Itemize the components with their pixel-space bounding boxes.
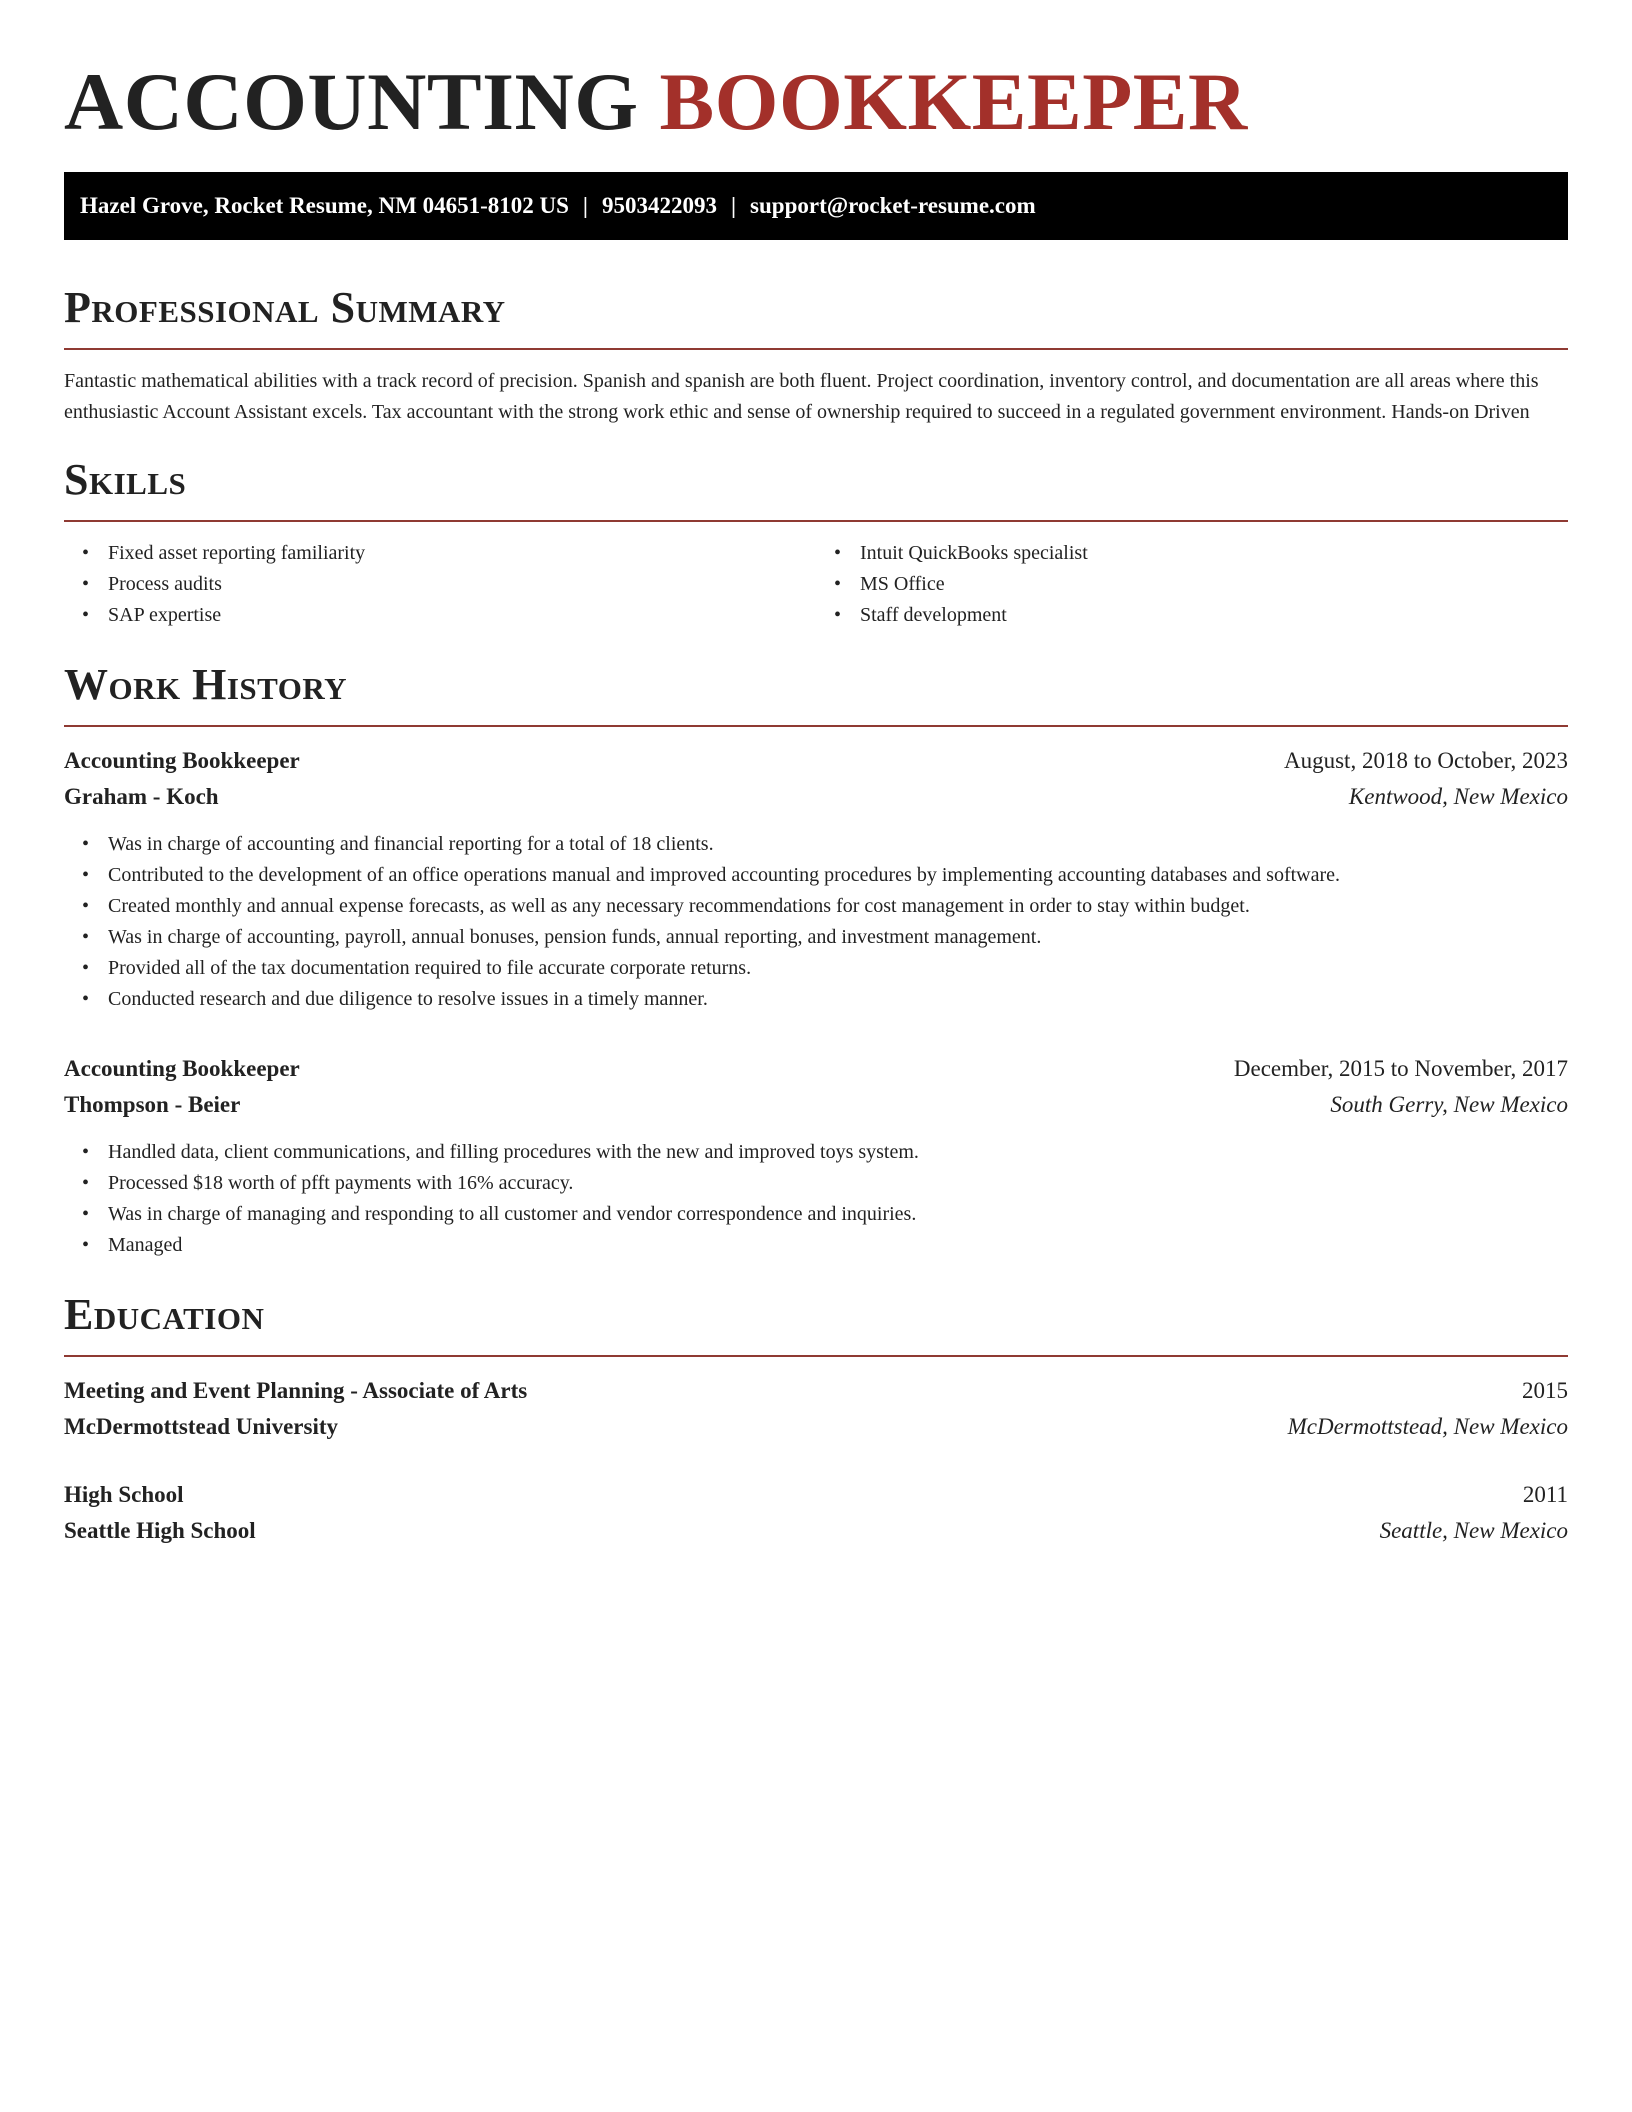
education-entry	[64, 1477, 1568, 1549]
summary-section	[64, 284, 1568, 428]
job-bullet: • Handled data, client communications, and filling procedures with the new and improved toys system.	[108, 1137, 1568, 1168]
skill-item: • Intuit QuickBooks specialist	[860, 538, 1568, 569]
contact-separator: |	[582, 193, 588, 218]
section-title-work: Work History	[64, 660, 348, 709]
job-dates: December, 2015 to November, 2017	[1233, 1056, 1568, 1081]
name-last: BOOKKEEPER	[659, 56, 1248, 147]
job-company-row	[64, 1087, 1568, 1123]
education-school: McDermottstead University	[64, 1414, 338, 1439]
contact-separator: |	[730, 193, 737, 218]
contact-email: support@rocket-resume.com	[750, 193, 1036, 218]
contact-phone: 9503422093	[601, 193, 717, 218]
skill-item: • SAP expertise	[108, 600, 816, 631]
job-title: Accounting Bookkeeper	[64, 748, 300, 773]
education-degree: High School	[64, 1482, 184, 1507]
job-entry	[64, 743, 1568, 1015]
job-bullet: • Contributed to the development of an office operations manual and improved accounting procedures by implementing accounting databases and software.	[108, 860, 1568, 891]
resume-name	[64, 52, 1568, 152]
skill-item: • Fixed asset reporting familiarity	[108, 538, 816, 569]
job-bullet: • Was in charge of accounting, payroll, annual bonuses, pension funds, annual reporting, and investment management.	[108, 922, 1568, 953]
skill-item: • Process audits	[108, 569, 816, 600]
skill-item: • MS Office	[860, 569, 1568, 600]
job-title: Accounting Bookkeeper	[64, 1056, 300, 1081]
education-location: Seattle, New Mexico	[1379, 1518, 1568, 1543]
education-school: Seattle High School	[64, 1518, 256, 1543]
job-company: Graham - Koch	[64, 784, 219, 809]
education-section	[64, 1291, 1568, 1549]
section-divider	[64, 520, 1568, 522]
education-school-row	[64, 1513, 1568, 1549]
job-dates: August, 2018 to October, 2023	[1284, 748, 1568, 773]
job-bullets	[64, 829, 1568, 1015]
job-header-row	[64, 743, 1568, 779]
job-company: Thompson - Beier	[64, 1092, 241, 1117]
education-year: 2015	[1522, 1378, 1568, 1403]
job-location: Kentwood, New Mexico	[1348, 784, 1568, 809]
skills-column-right	[816, 538, 1568, 631]
education-location: McDermottstead, New Mexico	[1287, 1414, 1568, 1439]
job-company-row	[64, 779, 1568, 815]
job-entry	[64, 1051, 1568, 1261]
job-location: South Gerry, New Mexico	[1330, 1092, 1568, 1117]
section-title-summary: Professional Summary	[64, 283, 506, 332]
work-section	[64, 661, 1568, 1261]
education-degree-row	[64, 1477, 1568, 1513]
education-entry	[64, 1373, 1568, 1445]
section-title-skills: Skills	[64, 455, 187, 504]
job-header-row	[64, 1051, 1568, 1087]
skill-item: • Staff development	[860, 600, 1568, 631]
job-bullet: • Was in charge of managing and responding to all customer and vendor correspondence and inquiries.	[108, 1199, 1568, 1230]
job-bullet: • Created monthly and annual expense forecasts, as well as any necessary recommendations for cost management in order to stay within budget.	[108, 891, 1568, 922]
section-divider	[64, 725, 1568, 727]
section-divider	[64, 1355, 1568, 1357]
skills-list	[64, 538, 1568, 631]
contact-bar	[64, 172, 1568, 240]
skills-column-left	[64, 538, 816, 631]
contact-address: Hazel Grove, Rocket Resume, NM 04651-8102 US	[80, 193, 569, 218]
job-bullet: • Managed	[108, 1230, 1568, 1261]
summary-text: Fantastic mathematical abilities with a track record of precision. Spanish and spanish are both fluent. Project coordination, inventory control, and documentation are all areas where this enthusiastic Account Assistant excels. Tax accountant with the strong work ethic and sense of ownership required to succeed in a regulated government environment. Hands-on Driven	[64, 370, 1539, 423]
skills-section	[64, 456, 1568, 631]
education-year: 2011	[1522, 1482, 1568, 1507]
name-first: ACCOUNTING	[64, 56, 639, 147]
section-title-education: Education	[64, 1290, 265, 1339]
education-school-row	[64, 1409, 1568, 1445]
job-bullet: • Was in charge of accounting and financial reporting for a total of 18 clients.	[108, 829, 1568, 860]
job-bullet: • Provided all of the tax documentation required to file accurate corporate returns.	[108, 953, 1568, 984]
job-bullet: • Conducted research and due diligence to resolve issues in a timely manner.	[108, 984, 1568, 1015]
job-bullets	[64, 1137, 1568, 1261]
section-divider	[64, 348, 1568, 350]
education-degree-row	[64, 1373, 1568, 1409]
job-bullet: • Processed $18 worth of pfft payments with 16% accuracy.	[108, 1168, 1568, 1199]
education-degree: Meeting and Event Planning - Associate of Arts	[64, 1378, 528, 1403]
